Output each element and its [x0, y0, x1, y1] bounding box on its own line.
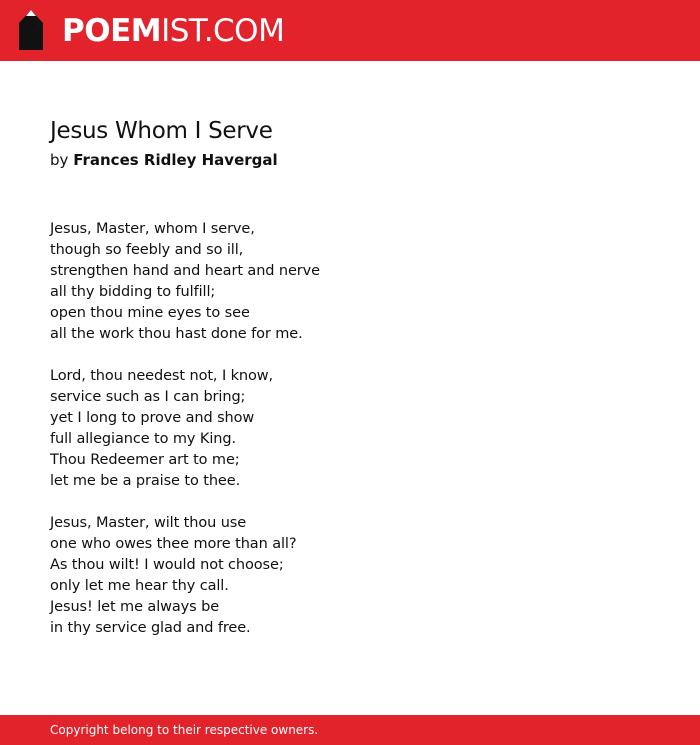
site-logo[interactable]	[62, 11, 284, 51]
logo-text-bold: POEM	[62, 13, 162, 49]
byline-prefix: by	[50, 151, 69, 169]
poem-title: Jesus Whom I Serve	[50, 118, 273, 144]
poem-line: strengthen hand and heart and nerve	[50, 263, 320, 279]
poem-body	[50, 219, 670, 639]
site-footer	[0, 715, 700, 745]
poem-line: Jesus, Master, wilt thou use	[50, 515, 247, 531]
site-header	[0, 0, 700, 61]
poem-line: open thou mine eyes to see	[50, 305, 250, 321]
poem-line: yet I long to prove and show	[50, 410, 255, 426]
poem-line: all the work thou hast done for me.	[50, 326, 303, 342]
stanza	[50, 366, 670, 492]
poem-line: only let me hear thy call.	[50, 578, 229, 594]
poem-article	[50, 114, 670, 660]
poem-byline	[50, 148, 670, 172]
poem-line: all thy bidding to fulfill;	[50, 284, 216, 300]
poem-line: As thou wilt! I would not choose;	[50, 557, 284, 573]
author-name: Frances Ridley Havergal	[73, 151, 278, 169]
poem-line: let me be a praise to thee.	[50, 473, 241, 489]
poem-line: Lord, thou needest not, I know,	[50, 368, 274, 384]
stanza	[50, 513, 670, 639]
pencil-logo-icon[interactable]	[17, 9, 45, 51]
stanza	[50, 219, 670, 345]
poem-line: in thy service glad and free.	[50, 620, 251, 636]
poem-line: Jesus, Master, whom I serve,	[50, 221, 255, 237]
copyright-notice: Copyright belong to their respective owners.	[50, 723, 319, 737]
poem-line: Thou Redeemer art to me;	[50, 452, 240, 468]
poem-line: full allegiance to my King.	[50, 431, 236, 447]
poem-line: service such as I can bring;	[50, 389, 246, 405]
poem-line: one who owes thee more than all?	[50, 536, 297, 552]
poem-line: Jesus! let me always be	[50, 599, 220, 615]
logo-text-light: IST.COM	[161, 13, 285, 49]
poem-line: though so feebly and so ill,	[50, 242, 244, 258]
